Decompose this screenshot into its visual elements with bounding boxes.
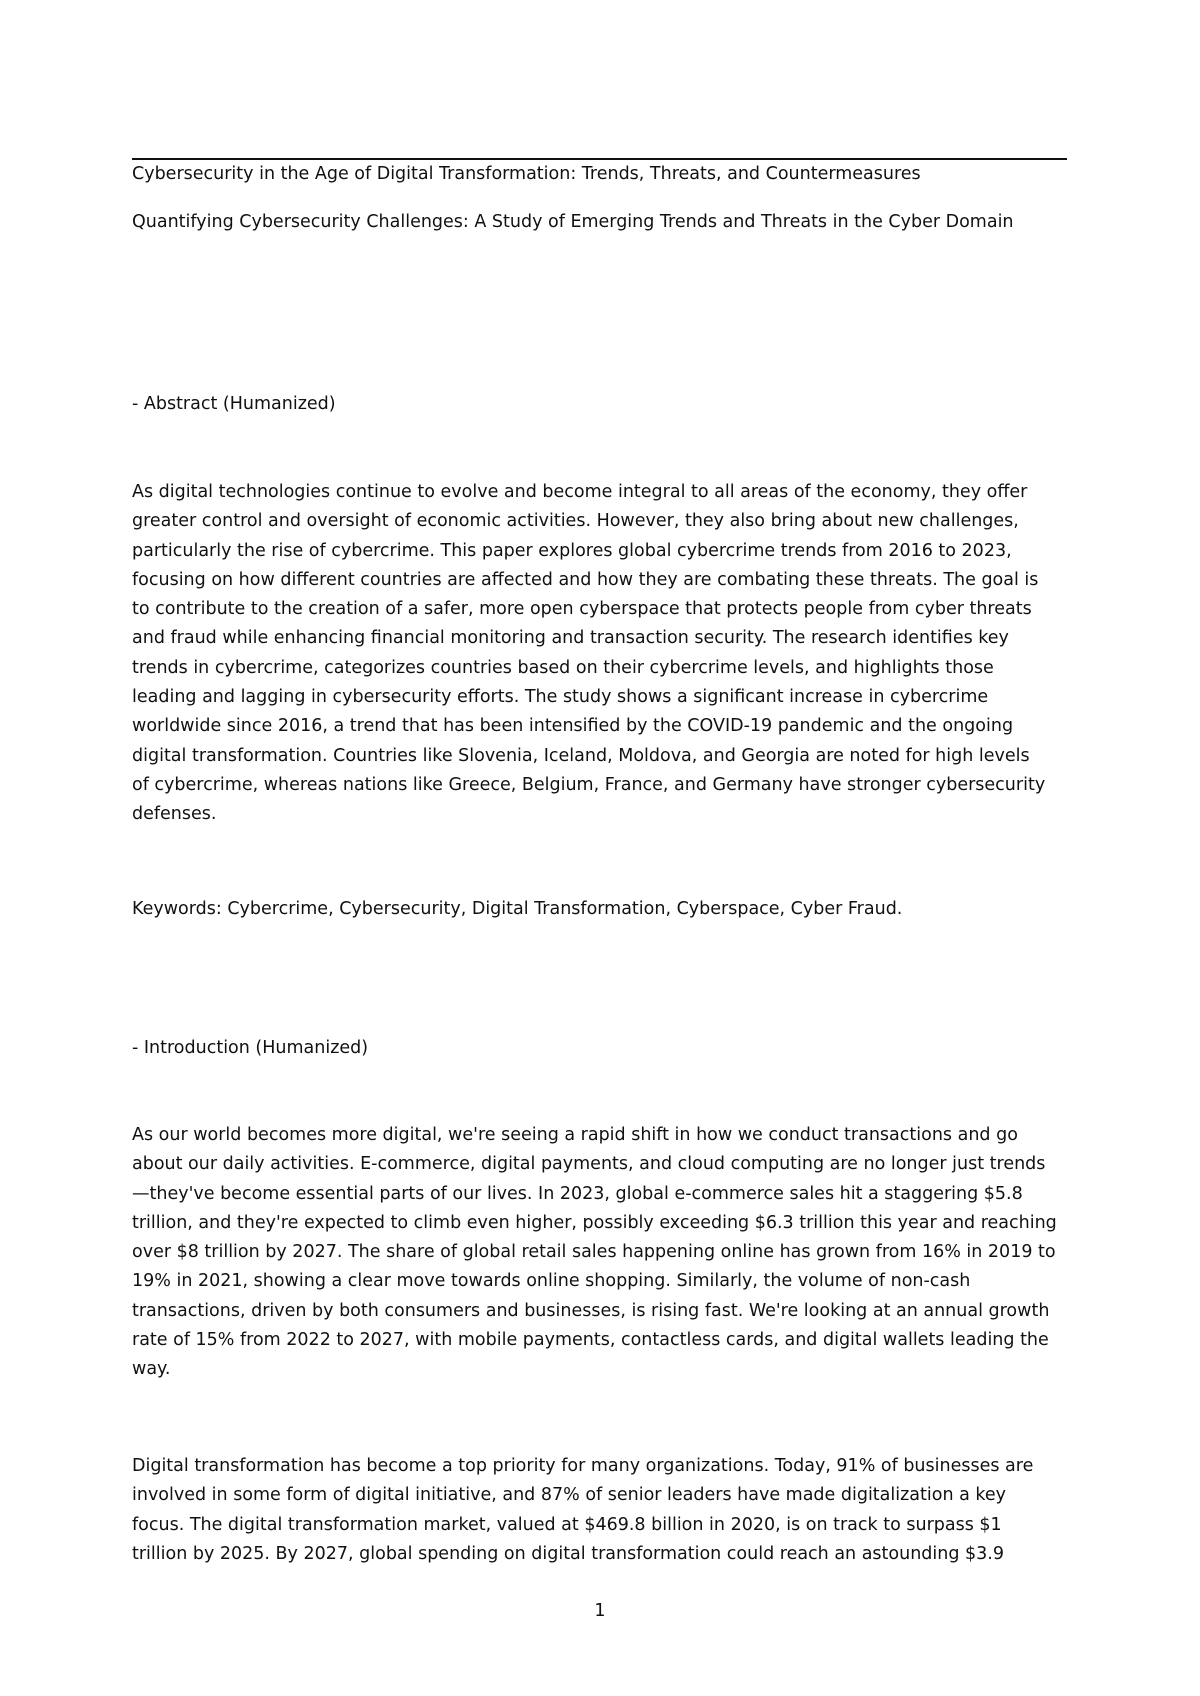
intro-line: involved in some form of digital initiative, and 87% of senior leaders have made digitalization a key [132,1485,1007,1506]
keywords-line: Keywords: Cybercrime, Cybersecurity, Digital Transformation, Cyberspace, Cyber Fraud. [132,899,903,919]
abstract-line: greater control and oversight of economic activities. However, they also bring about new challenges, [132,511,1019,532]
introduction-paragraph-2 [132,1452,1082,1569]
intro-line: over $8 trillion by 2027. The share of global retail sales happening online has grown from 16% in 2019 to [132,1242,1056,1263]
abstract-line: and fraud while enhancing financial monitoring and transaction security. The research identifies key [132,628,1009,649]
introduction-heading: - Introduction (Humanized) [132,1038,369,1058]
intro-line: As our world becomes more digital, we're seeing a rapid shift in how we conduct transactions and go [132,1125,1018,1145]
intro-line: rate of 15% from 2022 to 2027, with mobile payments, contactless cards, and digital wallets leading the [132,1330,1049,1351]
intro-line: about our daily activities. E-commerce, digital payments, and cloud computing are no longer just trends [132,1154,1046,1175]
intro-line: trillion by 2025. By 2027, global spending on digital transformation could reach an astounding $3.9 [132,1543,1005,1564]
abstract-line: to contribute to the creation of a safer, more open cyberspace that protects people from cyber threats [132,599,1032,620]
intro-line: —they've become essential parts of our lives. In 2023, global e-commerce sales hit a staggering $5.8 [132,1183,1023,1204]
intro-line: way. [132,1359,171,1380]
abstract-paragraph [132,478,1082,830]
abstract-line: trends in cybercrime, categorizes countries based on their cybercrime levels, and highlights those [132,657,994,678]
document-title: Cybersecurity in the Age of Digital Transformation: Trends, Threats, and Countermeasures [132,164,921,184]
abstract-line: focusing on how different countries are affected and how they are combating these threats. The goal is [132,569,1039,590]
header-rule [132,158,1067,160]
abstract-line: digital transformation. Countries like Slovenia, Iceland, Moldova, and Georgia are noted for high levels [132,745,1030,766]
intro-line: Digital transformation has become a top priority for many organizations. Today, 91% of businesses are [132,1456,1034,1476]
intro-line: transactions, driven by both consumers and businesses, is rising fast. We're looking at an annual growth [132,1300,1050,1321]
abstract-line: of cybercrime, whereas nations like Greece, Belgium, France, and Germany have stronger cybersecurity [132,774,1046,795]
intro-line: trillion, and they're expected to climb even higher, possibly exceeding $6.3 trillion this year and reaching [132,1212,1057,1233]
abstract-line: leading and lagging in cybersecurity efforts. The study shows a significant increase in cybercrime [132,687,989,708]
intro-line: 19% in 2021, showing a clear move towards online shopping. Similarly, the volume of non-cash [132,1271,971,1292]
abstract-line: worldwide since 2016, a trend that has been intensified by the COVID-19 pandemic and the ongoing [132,716,1014,737]
page-number: 1 [594,1601,606,1621]
abstract-line: defenses. [132,804,217,825]
abstract-line: As digital technologies continue to evolve and become integral to all areas of the economy, they offer [132,482,1028,502]
abstract-heading: - Abstract (Humanized) [132,394,336,414]
abstract-line: particularly the rise of cybercrime. This paper explores global cybercrime trends from 2016 to 2023, [132,540,1012,561]
document-subtitle: Quantifying Cybersecurity Challenges: A Study of Emerging Trends and Threats in the Cyber Domain [132,212,1014,232]
intro-line: focus. The digital transformation market, valued at $469.8 billion in 2020, is on track to surpass $1 [132,1514,1002,1535]
introduction-paragraph-1 [132,1121,1082,1385]
